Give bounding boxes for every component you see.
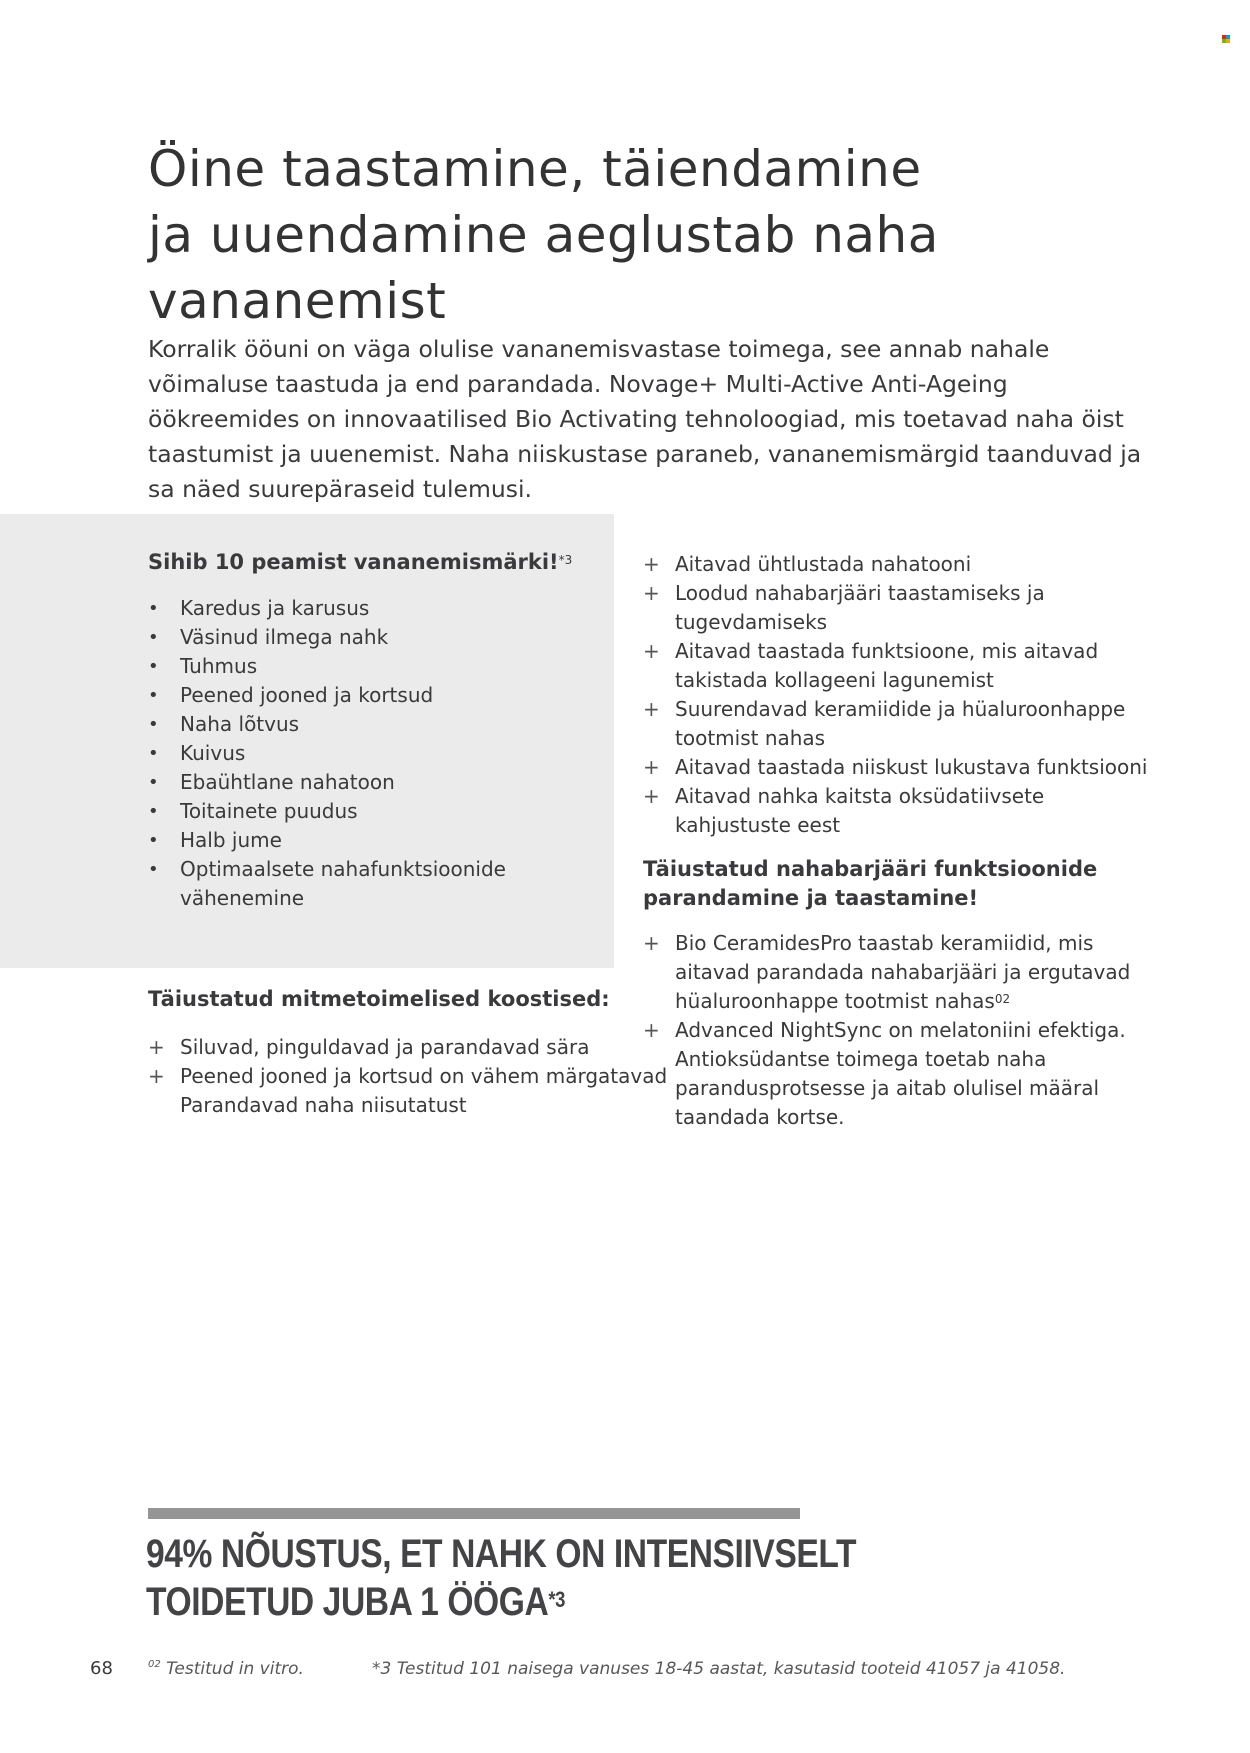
list-item-text: Ebaühtlane nahatoon [180, 770, 395, 794]
list-item-text: Tuhmus [180, 654, 258, 678]
list-item-text: parandusprotsesse ja aitab olulisel määral [675, 1076, 1100, 1100]
list-item-text: Aitavad ühtlustada nahatooni [675, 552, 972, 576]
list-item [643, 929, 1131, 1016]
list-item [148, 826, 608, 855]
signs-heading [148, 548, 572, 577]
list-item [148, 710, 608, 739]
page-title [148, 136, 1108, 334]
list-item [148, 797, 608, 826]
signs-heading-note: *3 [558, 553, 573, 567]
footnote-invitro [148, 1659, 304, 1679]
plus-icon: + [643, 931, 660, 955]
bullet-icon: • [148, 598, 159, 619]
list-item-text: kahjustuste eest [675, 813, 841, 837]
bullet-icon: • [148, 801, 159, 822]
list-item [643, 579, 1123, 637]
bullet-icon: • [148, 859, 159, 880]
list-item-text [675, 987, 1123, 1016]
bullet-icon: • [148, 685, 159, 706]
intro-line: võimaluse taastuda ja end parandada. Novage+ Multi-Active Anti-Ageing [148, 370, 1008, 398]
list-item-text: tugevdamiseks [675, 610, 828, 634]
bullet-icon: • [148, 772, 159, 793]
list-item-text: Toitainete puudus [180, 799, 358, 823]
barrier-heading [643, 855, 1097, 913]
list-item-text: Advanced NightSync on melatoniini efektiga. [675, 1018, 1126, 1042]
list-item-text: Parandavad naha niisutatust [180, 1093, 467, 1117]
list-item-text: Aitavad taastada funktsioone, mis aitavad [675, 639, 1099, 663]
list-item [643, 550, 1123, 579]
intro-line: sa näed suurepäraseid tulemusi. [148, 475, 533, 503]
intro-line: öökreemides on innovaatilised Bio Activating tehnoloogiad, mis toetavad naha öist [148, 405, 1124, 433]
plus-icon: + [643, 784, 660, 808]
plus-icon: + [643, 639, 660, 663]
list-item [643, 695, 1126, 753]
page-number: 68 [90, 1658, 113, 1679]
list-item-text: Loodud nahabarjääri taastamiseks ja [675, 581, 1045, 605]
stat-line-text: TOIDETUD JUBA 1 ÖÖGA [146, 1580, 549, 1624]
list-item-text: Bio CeramidesPro taastab keramiidid, mis [675, 931, 1094, 955]
list-item-text: takistada kollageeni lagunemist [675, 668, 994, 692]
list-item [148, 1062, 668, 1120]
stat-line: 94% NÕUSTUS, ET NAHK ON INTENSIIVSELT [146, 1532, 857, 1576]
list-item-text: tootmist nahas [675, 726, 826, 750]
list-item-text: Naha lõtvus [180, 712, 300, 736]
plus-icon: + [643, 552, 660, 576]
list-item-text: Peened jooned ja kortsud on vähem märgatavad [180, 1064, 668, 1088]
intro-line: Korralik ööuni on väga olulise vananemisvastase toimega, see annab nahale [148, 335, 1050, 363]
list-item-text: taandada kortse. [675, 1105, 845, 1129]
benefits-list [643, 550, 1148, 840]
list-item-text: Siluvad, pinguldavad ja parandavad sära [180, 1035, 590, 1059]
list-item [643, 1016, 1126, 1132]
list-item-text: Väsinud ilmega nahk [180, 625, 389, 649]
title-line: vananemist [148, 272, 447, 330]
barrier-heading-line: parandamine ja taastamine! [643, 886, 979, 910]
list-item [148, 652, 608, 681]
list-item [148, 594, 608, 623]
ingredients-heading: Täiustatud mitmetoimelised koostised: [148, 987, 610, 1011]
intro-paragraph [148, 332, 1142, 507]
list-item [148, 739, 608, 768]
stat-divider [148, 1508, 800, 1519]
intro-line: taastumist ja uuenemist. Naha niiskustase paraneb, vananemismärgid taanduvad ja [148, 440, 1142, 468]
brand-logo-icon [1222, 35, 1230, 43]
ingredients-list [148, 1033, 668, 1120]
list-item [148, 768, 608, 797]
list-item-text: Aitavad taastada niiskust lukustava funktsiooni [675, 755, 1148, 779]
stat-claim [146, 1530, 857, 1626]
list-item-text: Antioksüdantse toimega toetab naha [675, 1047, 1047, 1071]
list-item-text: Optimaalsete nahafunktsioonide vähenemine [180, 857, 506, 910]
footnote-ref: 02 [994, 992, 1011, 1006]
stat-line [146, 1578, 751, 1626]
barrier-heading-line: Täiustatud nahabarjääri funktsioonide [643, 857, 1098, 881]
list-item-text: Suurendavad keramiidide ja hüaluroonhappe [675, 697, 1126, 721]
title-line: Öine taastamine, täiendamine [148, 140, 922, 198]
bullet-icon: • [148, 830, 159, 851]
stat-note: *3 [548, 1587, 565, 1612]
list-item [148, 855, 608, 913]
list-item-text-part: hüaluroonhappe tootmist nahas [675, 989, 995, 1013]
footnote-study: *3 Testitud 101 naisega vanuses 18-45 aastat, kasutasid tooteid 41057 ja 41058. [372, 1659, 1066, 1679]
title-line: ja uuendamine aeglustab naha [148, 206, 939, 264]
signs-list [148, 594, 608, 913]
bullet-icon: • [148, 743, 159, 764]
bullet-icon: • [148, 714, 159, 735]
plus-icon: + [148, 1064, 165, 1088]
list-item [148, 681, 608, 710]
list-item-text: Karedus ja karusus [180, 596, 370, 620]
list-item [643, 753, 1148, 782]
list-item-text: Peened jooned ja kortsud [180, 683, 434, 707]
list-item-text: Aitavad nahka kaitsta oksüdatiivsete [675, 784, 1045, 808]
barrier-list [643, 929, 1131, 1132]
list-item-text: Kuivus [180, 741, 246, 765]
footnote-text: Testitud in vitro. [160, 1659, 304, 1679]
signs-heading-text: Sihib 10 peamist vananemismärki! [148, 550, 559, 574]
list-item-text: Halb jume [180, 828, 282, 852]
list-item [148, 1033, 618, 1062]
list-item [148, 623, 608, 652]
plus-icon: + [643, 1018, 660, 1042]
plus-icon: + [643, 755, 660, 779]
plus-icon: + [643, 697, 660, 721]
list-item [643, 782, 1123, 840]
plus-icon: + [148, 1035, 165, 1059]
list-item-text: aitavad parandada nahabarjääri ja ergutavad [675, 960, 1131, 984]
list-item [643, 637, 1123, 695]
bullet-icon: • [148, 627, 159, 648]
plus-icon: + [643, 581, 660, 605]
bullet-icon: • [148, 656, 159, 677]
footnote-mark: 02 [148, 1659, 161, 1670]
